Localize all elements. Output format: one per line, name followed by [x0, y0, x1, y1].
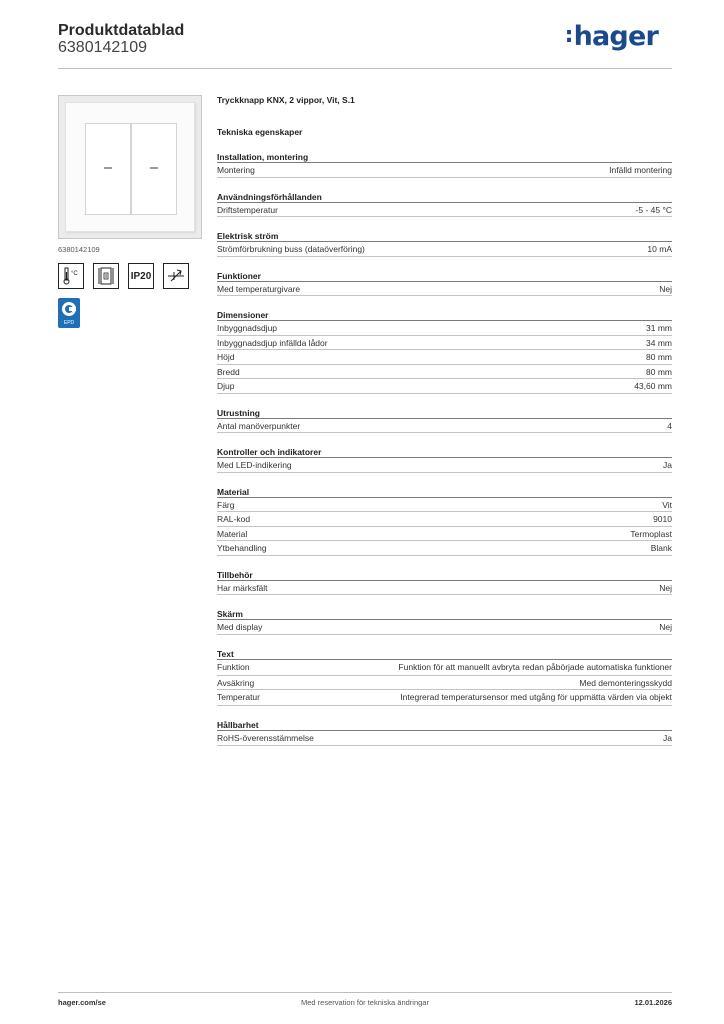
temperature-sensor-icon — [58, 263, 84, 289]
spec-label: Avsäkring — [217, 677, 255, 688]
footer-disclaimer: Med reservation för tekniska ändringar — [301, 998, 429, 1007]
spec-row — [217, 203, 672, 218]
epd-certificate-icon — [58, 298, 80, 328]
spec-row — [217, 321, 672, 336]
spec-value: Integrerad temperatursensor med utgång för uppmätta värden via objekt — [400, 692, 672, 702]
spec-section — [217, 152, 672, 178]
knx-bus-icon — [163, 263, 189, 289]
spec-value: Funktion för att manuellt avbryta redan påbörjade automatiska funktioner — [398, 661, 672, 672]
spec-row — [217, 498, 672, 513]
section-title: Skärm — [217, 609, 672, 620]
spec-label: Funktion — [217, 661, 250, 672]
spec-label: Med temperaturgivare — [217, 283, 301, 294]
spec-section — [217, 609, 672, 635]
spec-section — [217, 231, 672, 257]
section-title: Kontroller och indikatorer — [217, 447, 672, 458]
spec-label: Ytbehandling — [217, 543, 267, 553]
spec-row — [217, 365, 672, 380]
spec-row — [217, 419, 672, 434]
spec-row — [217, 512, 672, 527]
hager-logo: :hager — [564, 21, 658, 52]
spec-value: Blank — [650, 543, 672, 553]
spec-label: RoHS-överensstämmelse — [217, 733, 314, 743]
knx-symbol-icon — [166, 266, 186, 286]
flush-mount-icon — [93, 263, 119, 289]
footer-date: 12.01.2026 — [634, 998, 672, 1007]
section-title: Tillbehör — [217, 570, 672, 581]
spec-label: Strömförbrukning buss (dataöverföring) — [217, 244, 365, 254]
spec-section — [217, 447, 672, 473]
spec-label: Temperatur — [217, 692, 260, 702]
spec-row — [217, 379, 672, 394]
spec-label: Material — [217, 528, 248, 539]
header-divider — [58, 68, 672, 69]
epd-caption: EPD — [63, 320, 75, 326]
product-code-caption: 6380142109 — [58, 245, 100, 254]
thermometer-icon — [61, 266, 81, 286]
spec-value: Nej — [659, 622, 672, 632]
spec-label: Bredd — [217, 366, 240, 377]
spec-section — [217, 487, 672, 556]
wall-box-icon — [96, 266, 116, 286]
document-number: 6380142109 — [58, 39, 147, 56]
spec-label: Med LED-indikering — [217, 460, 292, 470]
spec-value: 34 mm — [646, 337, 672, 348]
spec-section — [217, 192, 672, 218]
led-indicator — [150, 167, 158, 169]
spec-section — [217, 310, 672, 394]
spec-value: 80 mm — [646, 366, 672, 377]
spec-row — [217, 282, 672, 297]
led-indicator — [104, 167, 112, 169]
spec-label: Höjd — [217, 352, 235, 362]
spec-label: Inbyggnadsdjup infällda lådor — [217, 337, 328, 348]
section-title: Material — [217, 487, 672, 498]
spec-row — [217, 690, 672, 706]
spec-row — [217, 242, 672, 257]
spec-value: 31 mm — [646, 323, 672, 333]
ip-rating-icon — [128, 263, 154, 289]
spec-label: RAL-kod — [217, 514, 251, 524]
spec-row — [217, 541, 672, 556]
spec-value: Ja — [663, 733, 672, 743]
spec-label: Med display — [217, 622, 263, 632]
footer-divider — [58, 992, 672, 993]
celsius-label: °C — [71, 271, 78, 277]
right-rocker — [131, 123, 177, 215]
section-title: Text — [217, 649, 672, 660]
spec-label: Inbyggnadsdjup — [217, 323, 278, 333]
spec-row — [217, 163, 672, 178]
switch-plate — [65, 102, 195, 232]
spec-row — [217, 350, 672, 365]
spec-section — [217, 570, 672, 596]
section-title: Installation, montering — [217, 152, 672, 163]
spec-value: Ja — [663, 460, 672, 470]
spec-row — [217, 660, 672, 676]
spec-row — [217, 458, 672, 473]
section-title: Funktioner — [217, 271, 672, 282]
feature-icon-row — [58, 263, 202, 289]
spec-value: 10 mA — [647, 244, 672, 254]
logo-text: hager — [573, 21, 658, 52]
spec-value: -5 - 45 °C — [635, 204, 672, 215]
spec-label: Har märksfält — [217, 582, 268, 593]
spec-value: Nej — [659, 582, 672, 593]
spec-label: Djup — [217, 381, 235, 391]
technical-properties-heading: Tekniska egenskaper — [217, 127, 303, 137]
spec-section — [217, 720, 672, 746]
spec-value: Infälld montering — [609, 165, 672, 175]
spec-label: Montering — [217, 165, 255, 175]
document-header — [58, 20, 672, 68]
spec-label: Driftstemperatur — [217, 204, 278, 215]
spec-value: Termoplast — [630, 528, 672, 539]
spec-row — [217, 676, 672, 691]
spec-value: 9010 — [653, 514, 672, 524]
spec-value: Vit — [662, 499, 672, 510]
spec-value: 43,60 mm — [634, 381, 672, 391]
section-title: Utrustning — [217, 408, 672, 419]
spec-value: 80 mm — [646, 352, 672, 362]
spec-section — [217, 649, 672, 707]
product-image — [58, 95, 202, 239]
footer-website[interactable]: hager.com/se — [58, 998, 106, 1007]
section-title: Hållbarhet — [217, 720, 672, 731]
spec-label: Färg — [217, 499, 235, 510]
spec-label: Antal manöverpunkter — [217, 420, 301, 431]
product-sidebar — [58, 95, 202, 333]
spec-value: Med demonteringsskydd — [579, 677, 672, 688]
spec-row — [217, 336, 672, 351]
specification-content — [217, 95, 672, 746]
spec-sections — [217, 152, 672, 746]
spec-section — [217, 408, 672, 434]
spec-row — [217, 731, 672, 746]
spec-row — [217, 527, 672, 542]
spec-row — [217, 620, 672, 635]
document-title: Produktdatablad — [58, 22, 185, 39]
left-rocker — [85, 123, 131, 215]
spec-row — [217, 581, 672, 596]
spec-section — [217, 271, 672, 297]
spec-value: 4 — [667, 420, 672, 431]
spec-value: Nej — [659, 283, 672, 294]
section-title: Elektrisk ström — [217, 231, 672, 242]
section-title: Användningsförhållanden — [217, 192, 672, 203]
ip-rating-label: IP20 — [130, 270, 152, 282]
section-title: Dimensioner — [217, 310, 672, 321]
product-title: Tryckknapp KNX, 2 vippor, Vit, S.1 — [217, 95, 355, 105]
